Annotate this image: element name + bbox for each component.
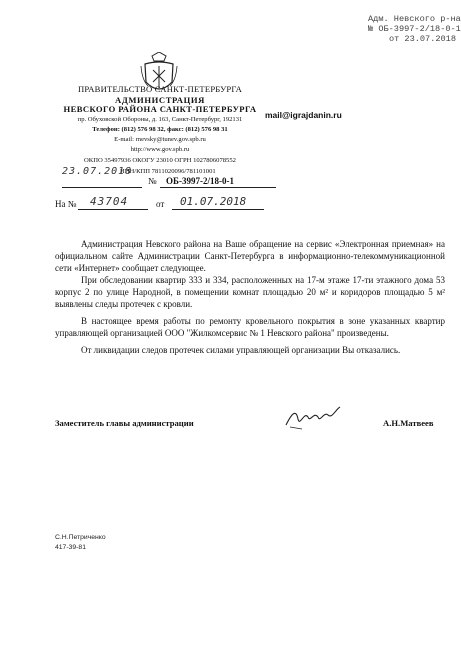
codes-line: ОКПО 35497936 ОКОГУ 23010 ОГРН 1027806078552 [84,157,236,164]
na-underline [78,209,148,210]
stamp-line-1: Адм. Невского р-на [368,14,461,24]
gov-title: ПРАВИТЕЛЬСТВО САНКТ-ПЕТЕРБУРГА [77,84,243,94]
handwritten-signature [282,403,342,433]
paragraph-4: От ликвидации следов протечек силами управляющей организации Вы отказались. [81,345,401,355]
signer-title: Заместитель главы администрации [55,418,194,428]
number-underline [160,187,276,188]
paragraph-3: В настоящее время работы по ремонту кровельного покрытия в зоне указанных квартир управляющей организацией ООО "Жилкомсервис № 1 Невского района" произведены. [55,316,445,338]
district-title: НЕВСКОГО РАЙОНА САНКТ-ПЕТЕРБУРГА [63,104,257,114]
phone-line: Телефон: (812) 576 98 32, факс: (812) 576 98 31 [92,126,228,133]
ot-underline [172,209,264,210]
stamp-line-3: от 23.07.2018 [388,34,456,44]
registration-date: 23.07.2018 [62,166,133,177]
executor-phone: 417-39-81 [55,544,86,551]
signer-name: А.Н.Матвеев [383,418,434,428]
inn-line: ИНН/КПП 7811020096/781101001 [120,168,216,175]
web-line: http://www.gov.spb.ru [130,146,190,153]
address-line: пр. Обуховской Обороны, д. 163, Санкт-Петербург, 192131 [77,116,243,123]
admin-title: АДМИНИСТРАЦИЯ [115,95,205,105]
recipient-email: mail@igrajdanin.ru [265,110,342,120]
executor-name: С.Н.Петриченко [55,534,106,541]
stamp-line-2: № ОБ-3997-2/18-0-1 [368,24,461,34]
ot-label: от [156,199,165,209]
paragraph-2: При обследовании квартир 333 и 334, расположенных на 17-м этаже 17-ти этажного дома 53 корпус 2 по улице Народной, в помещении комнат площадью 20 м² и коридоров площадью 5 м² выявлены следы протечек с кровли. [55,275,445,309]
ot-date: 01.07.2018 [180,195,247,208]
na-label: На № [55,199,77,209]
outgoing-number: ОБ-3997-2/18-0-1 [166,176,234,186]
letter-body [55,238,445,356]
email-line: E-mail: rnevsky@tunev.gov.spb.ru [114,136,206,143]
registration-stamp [368,14,461,44]
paragraph-1: Администрация Невского района на Ваше обращение на сервис «Электронная приемная» на официальном сайте Администрации Санкт-Петербурга в информационно-телекоммуникационной сети «Интернет» сообщает следующее. [55,239,445,273]
number-label: № [148,176,157,186]
date-underline [62,187,142,188]
na-number: 43704 [90,195,129,208]
